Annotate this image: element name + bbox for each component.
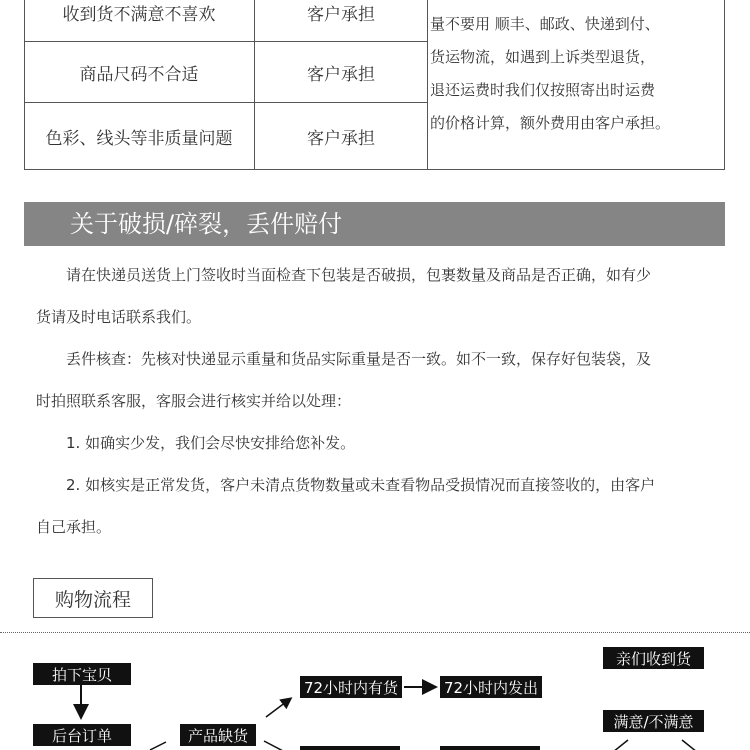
paragraph-line: 时拍照联系客服，客服会进行核实并给以处理： <box>36 392 352 410</box>
arrow-up-right <box>266 699 290 717</box>
paragraph-line: 1. 如确实少发，我们会尽快安排给您补发。 <box>66 434 356 452</box>
paragraph-line: 货请及时电话联系我们。 <box>36 308 202 326</box>
flow-step-out-of-stock: 产品缺货 <box>180 724 256 746</box>
flow-step-backend-order: 后台订单 <box>33 724 131 746</box>
paragraph-line: 丢件核查：先核对快递显示重量和货品实际重量是否一致。如不一致，保存好包装袋，及 <box>66 350 652 368</box>
flow-step-in-stock-72h: 72小时内有货 <box>300 676 402 698</box>
paragraph-line: 请在快递员送货上门签收时当面检查下包装是否破损，包裹数量及商品是否正确，如有少 <box>66 266 652 284</box>
note-line: 的价格计算，额外费用由客户承担。 <box>430 114 671 132</box>
arrow-branch-right <box>682 740 697 750</box>
damage-section-title: 关于破损/碎裂，丢件赔付 <box>24 202 725 246</box>
table-cell-bearer: 客户承担 <box>307 128 375 149</box>
paragraph-line: 自己承担。 <box>36 518 112 536</box>
flow-step-received: 亲们收到货 <box>603 647 704 669</box>
note-line: 退还运费时我们仅按照寄出时运费 <box>430 81 656 99</box>
flow-step-satisfaction: 满意/不满意 <box>603 710 704 732</box>
table-cell-reason: 色彩、线头等非质量问题 <box>45 128 233 149</box>
table-cell-reason: 商品尺码不合适 <box>79 64 199 85</box>
flow-box-partial <box>440 746 540 750</box>
flow-step-place-order: 拍下宝贝 <box>33 663 131 685</box>
shopping-flow-title: 购物流程 <box>33 578 153 618</box>
arrow-branch-left <box>613 740 628 750</box>
note-line: 量不要用 顺丰、邮政、快递到付、 <box>430 15 660 33</box>
note-line: 货运物流，如遇到上诉类型退货， <box>430 48 656 66</box>
table-cell-bearer: 客户承担 <box>307 64 375 85</box>
arrow-connector <box>150 742 166 750</box>
table-cell-reason: 收到货不满意不喜欢 <box>62 5 216 25</box>
flow-step-ship-72h: 72小时内发出 <box>440 676 542 698</box>
flow-box-partial <box>300 746 400 750</box>
arrow-down-right <box>264 741 285 750</box>
paragraph-line: 2. 如核实是正常发货，客户未清点货物数量或未查看物品受损情况而直接签收的，由客户 <box>66 476 656 494</box>
table-cell-bearer: 客户承担 <box>307 5 375 25</box>
